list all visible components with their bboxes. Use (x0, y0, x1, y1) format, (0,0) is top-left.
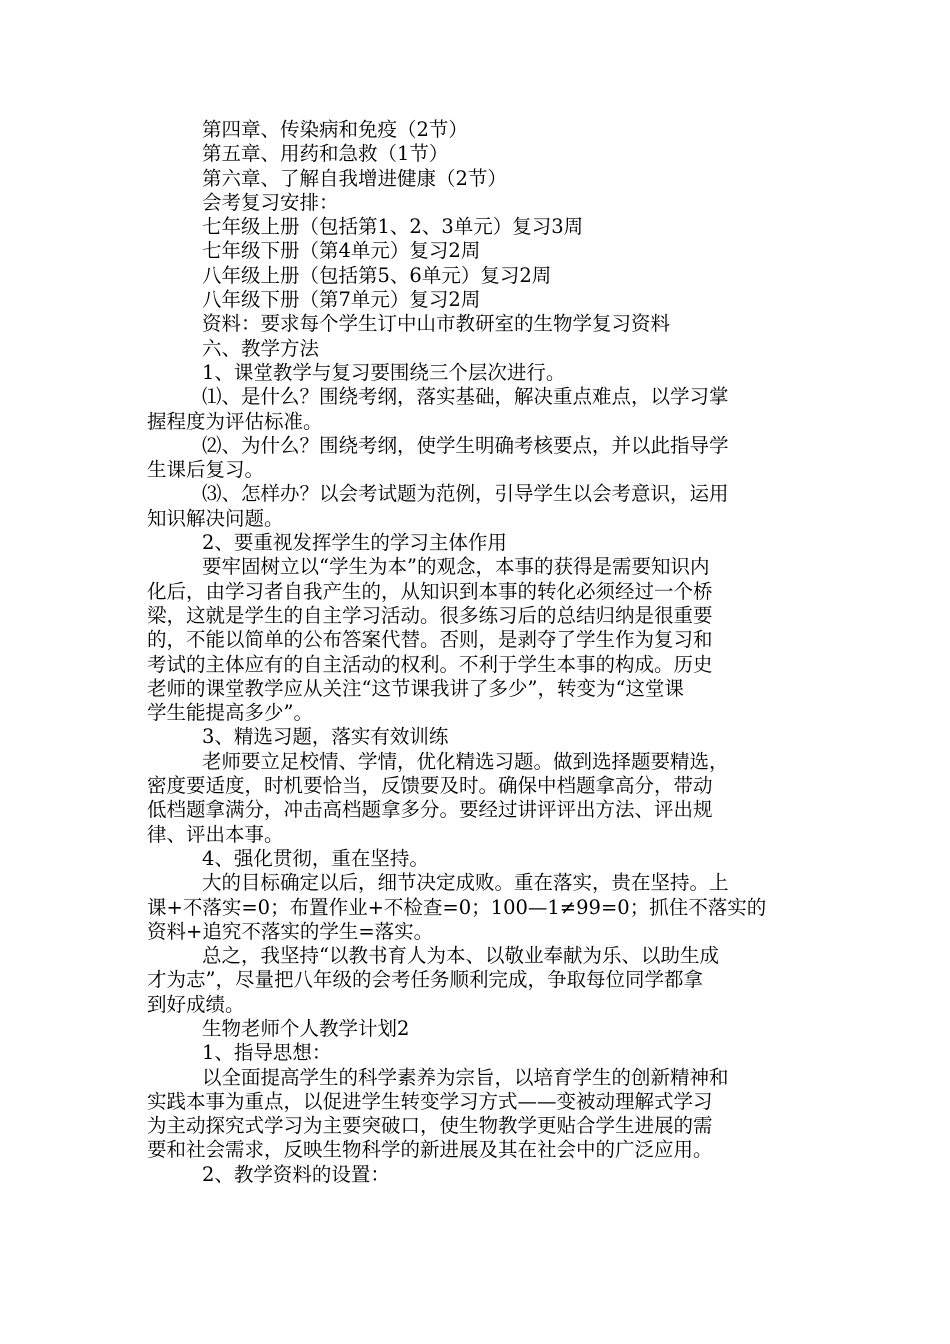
text-line: 要牢固树立以“学生为本”的观念，本事的获得是需要知识内 (202, 555, 710, 579)
text-line: 2、要重视发挥学生的学习主体作用 (202, 531, 507, 555)
text-line: 以全面提高学生的科学素养为宗旨，以培育学生的创新精神和 (202, 1065, 729, 1089)
text-line: 八年级下册（第7单元）复习2周 (202, 288, 481, 312)
text-line: 为主动探究式学习为主要突破口，使生物教学更贴合学生进展的需 (147, 1114, 713, 1138)
text-line: ⑴、是什么？围绕考纲，落实基础，解决重点难点，以学习掌 (202, 385, 729, 409)
text-line: 八年级上册（包括第5、6单元）复习2周 (202, 263, 552, 287)
text-line: 第四章、传染病和免疫（2节） (202, 118, 468, 141)
text-line: 要和社会需求，反映生物科学的新进展及其在社会中的广泛应用。 (147, 1138, 713, 1162)
text-line: 资料：要求每个学生订中山市教研室的生物学复习资料 (202, 312, 671, 336)
text-line: 大的目标确定以后，细节决定成败。重在落实，贵在坚持。上 (202, 871, 729, 895)
text-line: 老师的课堂教学应从关注“这节课我讲了多少”，转变为“这堂课 (147, 676, 684, 700)
text-line: ⑶、怎样办？以会考试题为范例，引导学生以会考意识，运用 (202, 482, 729, 506)
document-body (147, 118, 802, 1187)
text-line: 生课后复习。 (147, 458, 265, 482)
text-line: 学生能提高多少”。 (147, 701, 313, 725)
text-line: 生物老师个人教学计划2 (202, 1016, 410, 1040)
text-line: 老师要立足校情、学情，优化精选习题。做到选择题要精选， (202, 749, 729, 773)
text-line: 资料+追究不落实的学生=落实。 (147, 919, 434, 943)
text-line: 2、教学资料的设置： (202, 1162, 390, 1186)
text-line: ⑵、为什么？围绕考纲，使学生明确考核要点，并以此指导学 (202, 433, 729, 457)
text-line: 才为志”，尽量把八年级的会考任务顺利完成，争取每位同学都拿 (147, 968, 703, 992)
text-line: 七年级下册（第4单元）复习2周 (202, 239, 481, 263)
text-line: 1、指导思想： (202, 1041, 332, 1065)
text-line: 梁，这就是学生的自主学习活动。很多练习后的总结归纳是很重要 (147, 603, 713, 627)
text-line: 到好成绩。 (147, 992, 245, 1016)
text-line: 1、课堂教学与复习要围绕三个层次进行。 (202, 360, 566, 384)
text-line: 3、精选习题，落实有效训练 (202, 725, 449, 749)
text-line: 低档题拿满分，冲击高档题拿多分。要经过讲评评出方法、评出规 (147, 798, 713, 822)
text-line: 第六章、了解自我增进健康（2节） (202, 166, 507, 190)
text-line: 的，不能以简单的公布答案代替。否则，是剥夺了学生作为复习和 (147, 628, 713, 652)
text-line: 律、评出本事。 (147, 822, 284, 846)
text-line: 密度要适度，时机要恰当，反馈要及时。确保中档题拿高分，带动 (147, 774, 713, 798)
text-line: 握程度为评估标准。 (147, 409, 323, 433)
text-line: 知识解决问题。 (147, 506, 284, 530)
text-line: 实践本事为重点，以促进学生转变学习方式——变被动理解式学习 (147, 1089, 713, 1113)
text-line: 4、强化贯彻，重在坚持。 (202, 846, 429, 870)
text-line: 考试的主体应有的自主活动的权利。不利于学生本事的构成。历史 (147, 652, 713, 676)
text-line: 第五章、用药和急救（1节） (202, 142, 449, 166)
text-line: 七年级上册（包括第1、2、3单元）复习3周 (202, 215, 584, 239)
text-line: 化后，由学习者自我产生的，从知识到本事的转化必须经过一个桥 (147, 579, 713, 603)
text-line: 总之，我坚持“以教书育人为本、以敬业奉献为乐、以助生成 (202, 944, 719, 968)
text-line: 会考复习安排： (202, 190, 339, 214)
text-line: 课+不落实=0；布置作业+不检查=0；100—1≠99=0；抓住不落实的 (147, 895, 767, 919)
text-line: 六、教学方法 (202, 336, 320, 360)
